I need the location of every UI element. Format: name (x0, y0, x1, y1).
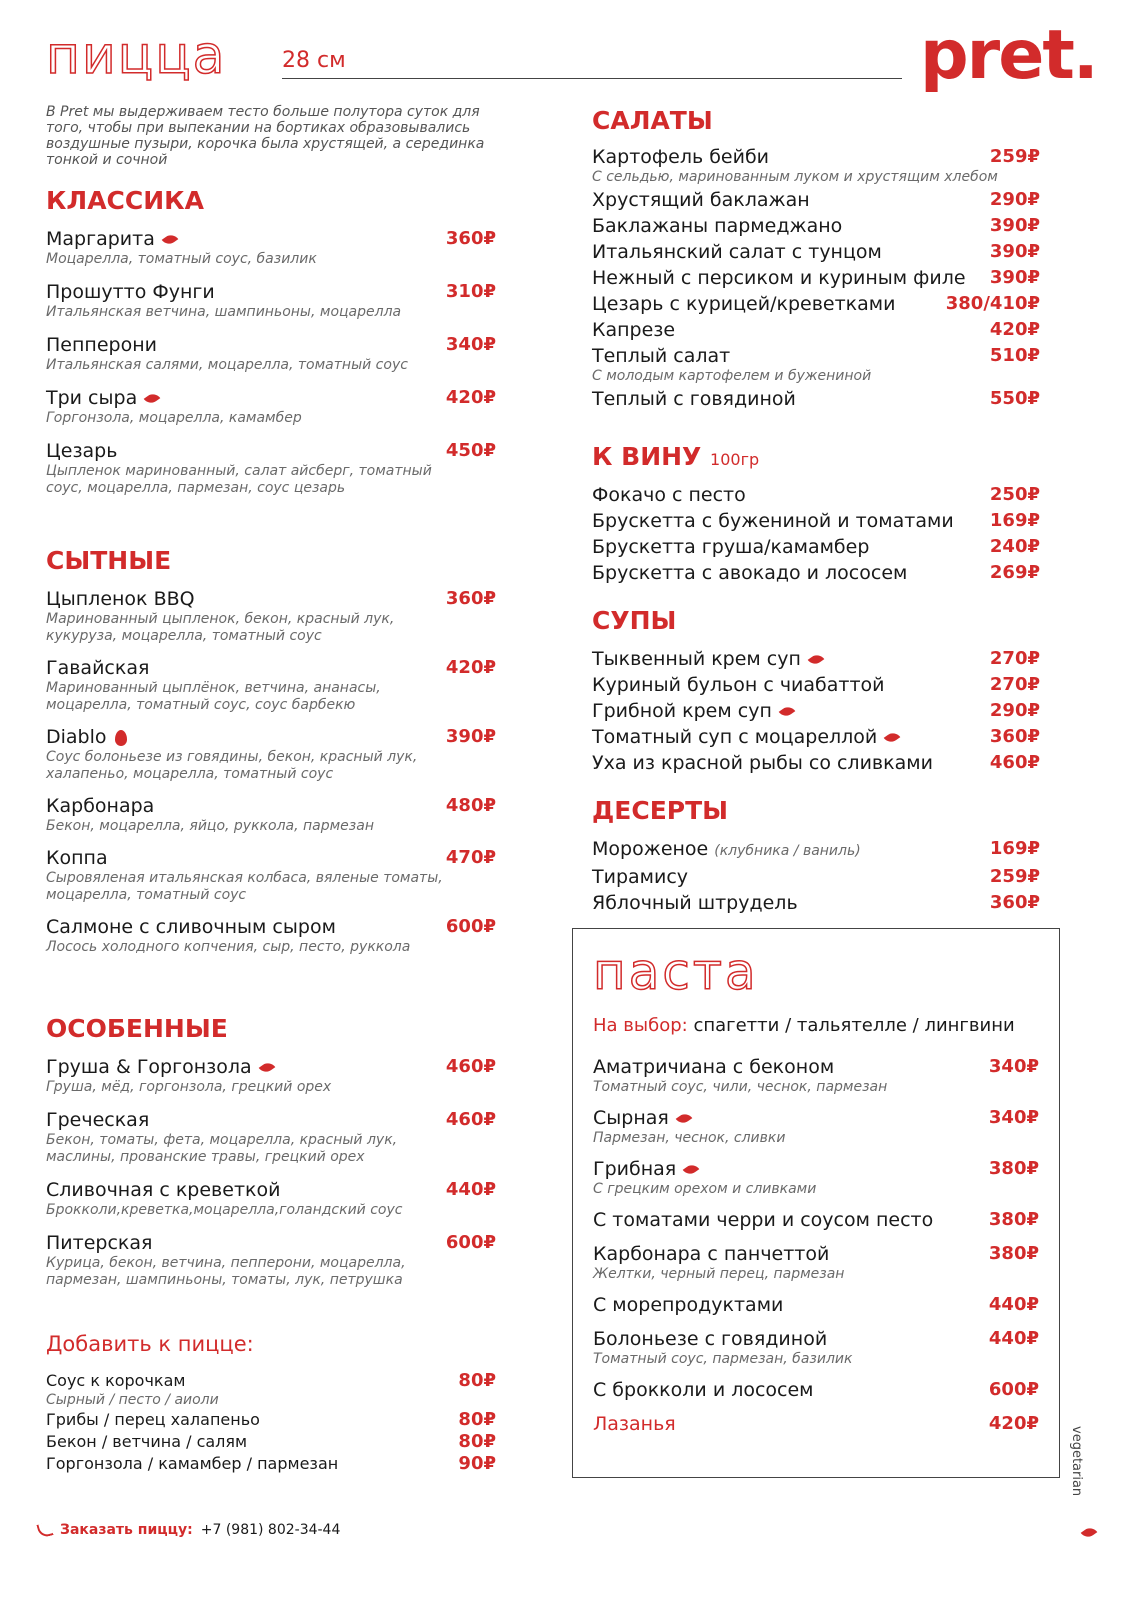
item-name (592, 561, 1040, 585)
item-name-text: Фокачо с песто (592, 484, 746, 506)
item-price: 90₽ (458, 1453, 496, 1474)
order-label: Заказать пиццу: (60, 1522, 193, 1538)
item-name-text: Уха из красной рыбы со сливками (592, 752, 933, 774)
item-name-text: Соус к корочкам (46, 1371, 186, 1390)
item-price: 310₽ (445, 281, 496, 302)
section-special (46, 1016, 496, 1289)
item-price: 480₽ (445, 795, 496, 816)
item-name (46, 1409, 496, 1431)
title-divider (282, 78, 902, 79)
item-price: 340₽ (445, 334, 496, 355)
menu-item (592, 240, 1040, 264)
intro-text: В Pret мы выдерживаем тесто больше полутора суток для того, чтобы при выпекании на бортиках образовывались воздушные пузыри, корочка была хрустящей, а серединка тонкой и сочной (46, 104, 485, 168)
item-price: 380₽ (988, 1209, 1039, 1230)
item-name (46, 846, 496, 870)
menu-item (592, 647, 1040, 671)
menu-item (592, 535, 1040, 559)
item-price: 270₽ (989, 648, 1040, 669)
item-description: Итальянская салями, моцарелла, томатный соус (46, 357, 408, 373)
item-name-text: Сливочная с креветкой (46, 1179, 281, 1201)
section-title: СУПЫ (592, 606, 677, 635)
item-name-text: Прошутто Фунги (46, 281, 215, 303)
menu-item (592, 483, 1040, 507)
menu-item (593, 1327, 1039, 1368)
section-title: СЫТНЫЕ (46, 546, 172, 575)
section-title: САЛАТЫ (592, 106, 713, 135)
menu-item (593, 1412, 1039, 1436)
item-price: 340₽ (988, 1107, 1039, 1128)
menu-item (46, 656, 496, 714)
item-price: 460₽ (445, 1109, 496, 1130)
item-name (592, 725, 1040, 749)
menu-item (46, 846, 496, 904)
menu-item (593, 1378, 1039, 1402)
item-price: 600₽ (445, 916, 496, 937)
flame-icon (115, 730, 127, 746)
menu-item (46, 1431, 496, 1453)
menu-item (592, 699, 1040, 723)
item-description: С молодым картофелем и бужениной (592, 368, 872, 384)
item-name (46, 1055, 496, 1079)
item-price: 360₽ (445, 588, 496, 609)
leaf-icon (676, 1111, 693, 1126)
addons-title: Добавить к пицце: (46, 1332, 254, 1356)
item-price: 80₽ (458, 1370, 496, 1391)
item-name-text: Теплый салат (592, 345, 731, 367)
item-name-text: Тирамису (592, 866, 689, 888)
item-name (46, 1431, 496, 1453)
menu-item (46, 794, 496, 835)
item-name (46, 1178, 496, 1202)
item-price: 390₽ (989, 215, 1040, 236)
item-name-text: Хрустящий баклажан (592, 189, 810, 211)
item-price: 450₽ (445, 440, 496, 461)
item-name (593, 1157, 1039, 1181)
item-price: 259₽ (989, 866, 1040, 887)
item-price: 169₽ (989, 510, 1040, 531)
item-name-text: С брокколи и лососем (593, 1379, 814, 1401)
section-title-suffix: 100гр (710, 450, 760, 469)
item-price: 259₽ (989, 146, 1040, 167)
item-price: 390₽ (989, 267, 1040, 288)
item-name-text: С морепродуктами (593, 1294, 784, 1316)
item-name-text: Тыквенный крем суп (592, 648, 801, 670)
item-name-text: Карбонара (46, 795, 155, 817)
item-name (46, 386, 496, 410)
item-name (592, 483, 1040, 507)
section-soups (592, 608, 1040, 775)
phone-icon (36, 1521, 53, 1538)
item-name (592, 344, 1040, 368)
leaf-icon (1081, 1525, 1098, 1540)
item-name (592, 647, 1040, 671)
item-name (593, 1242, 1039, 1266)
vegetarian-label: vegetarian (1069, 1426, 1084, 1497)
item-name (46, 915, 496, 939)
item-name (593, 1293, 1039, 1317)
item-name (592, 751, 1040, 775)
order-footer (38, 1522, 340, 1538)
item-name (593, 1208, 1039, 1232)
menu-item (593, 1157, 1039, 1198)
item-description: Лосось холодного копчения, сыр, песто, руккола (46, 939, 411, 955)
item-name (592, 240, 1040, 264)
item-price: 390₽ (989, 241, 1040, 262)
menu-item (46, 1453, 496, 1475)
menu-item (46, 1231, 496, 1289)
menu-item (593, 1055, 1039, 1096)
menu-item (46, 1178, 496, 1219)
item-name-text: Брускетта с бужениной и томатами (592, 510, 954, 532)
item-description: С грецким орехом и сливками (593, 1181, 817, 1197)
item-description: Бекон, томаты, фета, моцарелла, красный лук, маслины, прованские травы, грецкий орех (46, 1132, 398, 1165)
item-name-text: Брускетта груша/камамбер (592, 536, 870, 558)
pret-logo: pret. (920, 16, 1097, 95)
item-name (46, 587, 496, 611)
item-price: 360₽ (989, 892, 1040, 913)
item-name-text: Грибной крем суп (592, 700, 772, 722)
item-name-text: Баклажаны пармеджано (592, 215, 843, 237)
menu-item (592, 344, 1040, 385)
item-name (46, 656, 496, 680)
pasta-title: паста (593, 943, 759, 1001)
menu-item (593, 1106, 1039, 1147)
item-description: Маринованный цыплёнок, ветчина, ананасы, моцарелла, томатный соус, соус барбекю (46, 680, 381, 713)
item-price: 420₽ (445, 387, 496, 408)
pasta-box (572, 928, 1060, 1478)
menu-item (46, 915, 496, 956)
menu-item (592, 214, 1040, 238)
item-description: Желтки, черный перец, пармезан (593, 1266, 845, 1282)
section-title: КЛАССИКА (46, 186, 204, 215)
item-name-text: Грибная (593, 1158, 677, 1180)
section-wine (592, 444, 1040, 585)
item-name-text: Яблочный штрудель (592, 892, 798, 914)
section-addons (46, 1332, 496, 1475)
menu-item (592, 145, 1040, 186)
item-name (592, 387, 1040, 411)
menu-item (593, 1242, 1039, 1283)
leaf-icon (884, 730, 901, 745)
menu-item (46, 587, 496, 645)
item-name-text: Питерская (46, 1232, 153, 1254)
item-name (592, 837, 1040, 863)
item-name (592, 188, 1040, 212)
item-name (593, 1106, 1039, 1130)
section-title: ДЕСЕРТЫ (592, 796, 729, 825)
item-price: 390₽ (445, 726, 496, 747)
item-description: Сыровяленая итальянская колбаса, вяленые томаты, моцарелла, томатный соус (46, 870, 443, 903)
item-price: 600₽ (445, 1232, 496, 1253)
order-phone[interactable]: +7 (981) 802-34-44 (200, 1522, 341, 1538)
item-description: Брокколи,креветка,моцарелла,голандский соус (46, 1202, 403, 1218)
item-name-text: Diablo (46, 726, 107, 748)
menu-item (593, 1293, 1039, 1317)
item-price: 550₽ (989, 388, 1040, 409)
item-name (46, 1370, 496, 1392)
vegetarian-legend (1068, 1426, 1098, 1546)
item-price: 440₽ (988, 1328, 1039, 1349)
item-price: 380₽ (988, 1243, 1039, 1264)
menu-item (46, 439, 496, 497)
item-name-text: Пепперони (46, 334, 157, 356)
item-description: Курица, бекон, ветчина, пепперони, моцарелла, пармезан, шампиньоны, томаты, лук, петрушка (46, 1255, 406, 1288)
item-price: 460₽ (445, 1056, 496, 1077)
leaf-icon (779, 704, 796, 719)
item-price: 80₽ (458, 1409, 496, 1430)
item-description: Соус болоньезе из говядины, бекон, красный лук, халапеньо, моцарелла, томатный соус (46, 749, 418, 782)
item-name (46, 725, 496, 749)
item-name-text: Аматричиана с беконом (593, 1056, 835, 1078)
item-name-text: Болоньезе с говядиной (593, 1328, 828, 1350)
item-name-text: С томатами черри и соусом песто (593, 1209, 934, 1231)
item-price: 360₽ (445, 228, 496, 249)
item-name (46, 1231, 496, 1255)
item-description: Моцарелла, томатный соус, базилик (46, 251, 317, 267)
item-price: 470₽ (445, 847, 496, 868)
menu-item (592, 266, 1040, 290)
item-name (592, 699, 1040, 723)
menu-item (592, 891, 1040, 915)
item-name-text: Капрезе (592, 319, 676, 341)
item-name-text: Коппа (46, 847, 108, 869)
pasta-choice-label: На выбор: (593, 1015, 688, 1036)
item-name (593, 1327, 1039, 1351)
menu-item (592, 292, 1040, 316)
item-name-text: Теплый с говядиной (592, 388, 796, 410)
item-name-text: Куриный бульон с чиабаттой (592, 674, 885, 696)
section-desserts (592, 798, 1040, 915)
leaf-icon (808, 652, 825, 667)
menu-item (592, 387, 1040, 411)
menu-item (46, 1108, 496, 1166)
item-price: 340₽ (988, 1056, 1039, 1077)
item-price: 360₽ (989, 726, 1040, 747)
section-title: ОСОБЕННЫЕ (46, 1014, 228, 1043)
item-price: 380₽ (988, 1158, 1039, 1179)
menu-item (46, 1055, 496, 1096)
item-name (592, 891, 1040, 915)
item-name-text: Брускетта с авокадо и лососем (592, 562, 908, 584)
item-note: (клубника / ваниль) (714, 843, 861, 859)
item-price: 440₽ (445, 1179, 496, 1200)
item-description: Цыпленок маринованный, салат айсберг, томатный соус, моцарелла, пармезан, соус цезарь (46, 463, 432, 496)
section-classic (46, 188, 496, 497)
item-name-text: Цезарь (46, 440, 118, 462)
item-description: Итальянская ветчина, шампиньоны, моцарелла (46, 304, 402, 320)
item-description: Груша, мёд, горгонзола, грецкий орех (46, 1079, 332, 1095)
item-price: 169₽ (989, 838, 1040, 859)
section-salads (592, 108, 1040, 411)
menu-item (592, 865, 1040, 889)
pasta-choice (593, 1015, 1015, 1036)
item-name (592, 214, 1040, 238)
item-price: 420₽ (989, 319, 1040, 340)
section-title (592, 444, 1040, 469)
menu-item (46, 280, 496, 321)
item-name (593, 1378, 1039, 1402)
page-title: пицца (46, 26, 227, 86)
item-name (592, 865, 1040, 889)
menu-item (592, 673, 1040, 697)
item-description: Бекон, моцарелла, яйцо, руккола, пармезан (46, 818, 374, 834)
item-name (592, 535, 1040, 559)
item-name (592, 318, 1040, 342)
item-name (592, 145, 1040, 169)
item-name-text: Грибы / перец халапеньо (46, 1410, 260, 1429)
item-price: 380/410₽ (945, 293, 1040, 314)
menu-item (592, 725, 1040, 749)
leaf-icon (162, 232, 179, 247)
item-description: Горгонзола, моцарелла, камамбер (46, 410, 302, 426)
menu-item (46, 725, 496, 783)
menu-item (593, 1208, 1039, 1232)
item-name (46, 1108, 496, 1132)
item-name-text: Нежный с персиком и куриным филе (592, 267, 966, 289)
section-title-text: К ВИНУ (592, 442, 702, 471)
item-price: 270₽ (989, 674, 1040, 695)
item-price: 510₽ (989, 345, 1040, 366)
item-name (46, 794, 496, 818)
item-name (46, 227, 496, 251)
menu-item (46, 227, 496, 268)
section-hearty (46, 548, 496, 956)
item-name (592, 509, 1040, 533)
pasta-choice-value: спагетти / тальятелле / лингвини (693, 1015, 1015, 1036)
item-price: 80₽ (458, 1431, 496, 1452)
pizza-size: 28 см (282, 48, 346, 73)
item-price: 420₽ (445, 657, 496, 678)
item-price: 600₽ (988, 1379, 1039, 1400)
item-price: 240₽ (989, 536, 1040, 557)
item-name-text: Карбонара с панчеттой (593, 1243, 830, 1265)
item-name (46, 439, 496, 463)
item-description: С сельдью, маринованным луком и хрустящим хлебом (592, 169, 998, 185)
item-name (593, 1055, 1039, 1079)
item-price: 290₽ (989, 700, 1040, 721)
item-name (593, 1412, 1039, 1436)
menu-item (46, 1409, 496, 1431)
item-name-text: Горгонзола / камамбер / пармезан (46, 1454, 339, 1473)
item-name (46, 333, 496, 357)
item-name-text: Гавайская (46, 657, 150, 679)
leaf-icon (258, 1060, 275, 1075)
item-name-text: Лазанья (593, 1413, 676, 1435)
item-description: Маринованный цыпленок, бекон, красный лук, кукуруза, моцарелла, томатный соус (46, 611, 395, 644)
item-name-text: Цыпленок BBQ (46, 588, 195, 610)
menu-item (592, 318, 1040, 342)
item-description: Пармезан, чеснок, сливки (593, 1130, 786, 1146)
menu-item (46, 333, 496, 374)
item-name-text: Салмоне с сливочным сыром (46, 916, 336, 938)
menu-item (592, 751, 1040, 775)
item-name (592, 266, 1040, 290)
item-name-text: Мороженое (592, 838, 709, 860)
item-name-text: Груша & Горгонзола (46, 1056, 252, 1078)
item-description: Томатный соус, пармезан, базилик (593, 1351, 853, 1367)
leaf-icon (144, 391, 161, 406)
item-description: Томатный соус, чили, чеснок, пармезан (593, 1079, 888, 1095)
item-name-text: Томатный суп с моцареллой (592, 726, 878, 748)
item-name-text: Три сыра (46, 387, 138, 409)
menu-item (592, 837, 1040, 863)
item-name-text: Итальянский салат с тунцом (592, 241, 882, 263)
item-price: 460₽ (989, 752, 1040, 773)
item-description: Сырный / песто / аиоли (46, 1392, 219, 1408)
item-price: 440₽ (988, 1294, 1039, 1315)
menu-item (592, 561, 1040, 585)
item-name (592, 673, 1040, 697)
menu-item (46, 1370, 496, 1409)
menu-item (592, 188, 1040, 212)
item-name-text: Бекон / ветчина / салям (46, 1432, 248, 1451)
item-name-text: Сырная (593, 1107, 669, 1129)
item-name (46, 1453, 496, 1475)
leaf-icon (683, 1162, 700, 1177)
item-price: 250₽ (989, 484, 1040, 505)
menu-item (46, 386, 496, 427)
item-price: 420₽ (988, 1413, 1039, 1434)
item-name-text: Цезарь с курицей/креветками (592, 293, 896, 315)
item-price: 269₽ (989, 562, 1040, 583)
pasta-list (593, 1055, 1039, 1436)
menu-item (592, 509, 1040, 533)
item-name-text: Маргарита (46, 228, 155, 250)
item-name-text: Картофель бейби (592, 146, 770, 168)
item-name (46, 280, 496, 304)
item-price: 290₽ (989, 189, 1040, 210)
item-name-text: Греческая (46, 1109, 150, 1131)
